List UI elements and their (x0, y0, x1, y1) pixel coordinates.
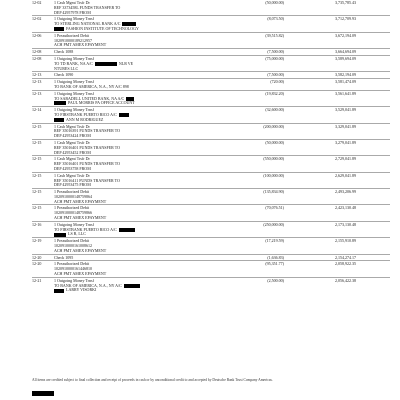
running-balance: 3,581,474.09 (335, 79, 356, 85)
redaction-block (54, 27, 64, 31)
transaction-description (54, 256, 226, 261)
description-line (54, 50, 226, 55)
running-balance: 2,154,274.17 (335, 254, 356, 260)
transaction-amount: (100,000.00) (263, 172, 284, 178)
transaction-row (32, 123, 390, 139)
description-text: ACH PMT AMEX EPAYMENT (54, 199, 107, 204)
description-text: PAUL MORRIS PA OFFICE ACCOUNT (68, 101, 135, 106)
running-balance: 3,529,041.89 (335, 107, 356, 113)
running-balance: 2,493,206.99 (335, 189, 356, 195)
transaction-row (32, 221, 390, 237)
running-balance: 3,329,041.89 (335, 123, 356, 129)
running-balance: 3,561,641.89 (335, 90, 356, 96)
transaction-date: 12-15 (32, 156, 42, 162)
description-text: 1020910000148759866 (54, 211, 92, 216)
transaction-description (54, 34, 226, 48)
description-line (54, 85, 226, 90)
transaction-row (32, 32, 390, 48)
description-text: LS B, LLC (68, 232, 86, 237)
description-line (54, 167, 226, 172)
transaction-amount: (7,500.00) (267, 49, 284, 55)
transaction-description (54, 190, 226, 204)
description-text: 1 Cash Mgmt Trsfr Dr (54, 124, 90, 129)
transaction-amount: (200,000.00) (263, 123, 284, 129)
running-balance: 2,729,041.89 (335, 156, 356, 162)
description-text: REF 3373458L FUNDS TRANSFER TO (54, 5, 121, 10)
description-text: ACH PMT AMEX EPAYMENT (54, 216, 107, 221)
transaction-description (54, 80, 226, 90)
description-line (54, 73, 226, 78)
transaction-amount: (50,000.00) (265, 0, 284, 5)
transaction-row (32, 15, 390, 31)
transaction-row (32, 204, 390, 220)
redaction-block (119, 113, 129, 117)
redaction-block (32, 391, 54, 396)
transaction-description (54, 174, 226, 188)
description-text: NTURES LLC (54, 66, 79, 71)
running-balance: 2,423,130.48 (335, 205, 356, 211)
description-text: LARRY VISORKI (66, 288, 97, 293)
running-balance: 2,058,922.35 (335, 261, 356, 267)
transaction-date: 12-15 (32, 123, 42, 129)
transaction-date: 12-15 (32, 139, 42, 145)
description-text: DEP 42953452 FROM (54, 150, 91, 155)
transaction-amount: (50,000.00) (265, 139, 284, 145)
transaction-row (32, 139, 390, 155)
description-text: 1 Cash Mgmt Trsfr Dr (54, 140, 90, 145)
redaction-block (122, 22, 136, 26)
description-text: 1020910000161446810 (54, 267, 92, 272)
transaction-date: 12-06 (32, 32, 42, 38)
transaction-row (32, 277, 390, 293)
running-balance: 3,664,694.09 (335, 49, 356, 55)
description-text: 1 Outgoing Money Trnsf (54, 56, 94, 61)
description-line (54, 27, 226, 32)
description-text: 1020910000161008612 (54, 244, 92, 249)
description-text: 1020910000189212957 (54, 38, 92, 43)
transaction-row (32, 172, 390, 188)
transaction-amount: (17,219.59) (265, 238, 284, 244)
transaction-amount: (32,600.00) (265, 107, 284, 113)
transaction-row (32, 254, 390, 261)
description-line (54, 101, 226, 106)
transaction-description (54, 92, 226, 106)
description-line (54, 288, 226, 293)
transaction-row (32, 71, 390, 78)
running-balance: 2,056,422.38 (335, 277, 356, 283)
description-text: ACH PMT AMEX EPAYMENT (54, 248, 107, 253)
description-line (54, 11, 226, 16)
transaction-amount: (70,076.51) (265, 205, 284, 211)
description-text: DEP 42953475 FROM (54, 183, 91, 188)
transaction-date: 12-21 (32, 277, 42, 283)
description-text: 1 Cash Mgmt Trsfr Dr (54, 1, 90, 5)
description-text: NLR VE (118, 61, 134, 66)
description-line (54, 216, 226, 221)
transaction-amount: (550,000.00) (263, 156, 284, 162)
transaction-amount: (250,000.00) (263, 221, 284, 227)
transaction-date: 12-13 (32, 90, 42, 96)
transaction-row (32, 106, 390, 122)
transaction-row (32, 260, 390, 276)
running-balance: 3,279,041.89 (335, 139, 356, 145)
description-text: 1 Outgoing Money Trnsf (54, 108, 94, 113)
transaction-row (32, 48, 390, 55)
transaction-date: 12-13 (32, 79, 42, 85)
description-text: 1 Outgoing Money Trnsf (54, 278, 94, 283)
redaction-block (126, 97, 134, 101)
description-text: 1 Preauthorized Debit (54, 190, 90, 195)
transaction-ledger (32, 0, 390, 293)
transaction-row (32, 188, 390, 204)
transaction-date: 12-15 (32, 172, 42, 178)
description-text: REF 35016401 FUNDS TRANSFER TO (54, 145, 121, 150)
description-line (54, 200, 226, 205)
description-line (54, 256, 226, 261)
description-text: 1 Cash Mgmt Trsfr Dr (54, 173, 90, 178)
description-text: ACH PMT AMEX EPAYMENT (54, 272, 107, 277)
transaction-row (32, 237, 390, 253)
transaction-date: 12-02 (32, 16, 42, 22)
running-balance: 2,155,910.89 (335, 238, 356, 244)
description-text: Check 1095 (54, 255, 74, 260)
description-line (54, 67, 226, 72)
transaction-description (54, 108, 226, 122)
description-text: 1 Outgoing Money Trnsf (54, 91, 94, 96)
description-text: 1020910000148759864 (54, 194, 92, 199)
description-line (54, 134, 226, 139)
description-text: DEP 42957978 FROM (54, 10, 91, 15)
running-balance: 3,582,194.09 (335, 72, 356, 78)
description-text: REF 35016391 FUNDS TRANSFER TO (54, 129, 121, 134)
transaction-date: 12-19 (32, 238, 42, 244)
description-text: TO FIRSTBANK PUERTO RICO A/C (54, 112, 117, 117)
transaction-description (54, 279, 226, 293)
description-text: DEP 42953758 FROM (54, 166, 91, 171)
transaction-date: 12-15 (32, 189, 42, 195)
description-text: TO BANK OF AMERICA, N.A., NY A/C 898 (54, 84, 129, 89)
description-text: 1 Preauthorized Debit (54, 33, 90, 38)
running-balance: 2,629,041.89 (335, 172, 356, 178)
description-text: 1 Cash Mgmt Trsfr Dr (54, 157, 90, 162)
redaction-block (119, 228, 135, 232)
transaction-date: 12-14 (32, 107, 42, 113)
transaction-amount: (720.00) (270, 79, 284, 85)
transaction-description (54, 125, 226, 139)
transaction-amount: (1,636.83) (267, 254, 284, 260)
description-text: Check 1090 (54, 73, 74, 78)
transaction-amount: (95,351.77) (265, 261, 284, 267)
transaction-amount: (7,500.00) (267, 72, 284, 78)
description-text: 1 Outgoing Money Trnsf (54, 222, 94, 227)
transaction-description (54, 57, 226, 71)
description-text: 1 Preauthorized Debit (54, 239, 90, 244)
transaction-date: 12-16 (32, 221, 42, 227)
transaction-date: 12-08 (32, 49, 42, 55)
running-balance: 3,672,194.09 (335, 32, 356, 38)
transaction-description (54, 141, 226, 155)
description-text: 1 Preauthorized Debit (54, 206, 90, 211)
description-text: 1 Outgoing Money Trnsf (54, 17, 94, 22)
transaction-date: 12-08 (32, 55, 42, 61)
redaction-block (124, 284, 140, 288)
running-balance: 3,589,694.09 (335, 55, 356, 61)
transaction-row (32, 55, 390, 71)
transaction-description (54, 262, 226, 276)
transaction-description (54, 157, 226, 171)
running-balance: 3,712,709.93 (335, 16, 356, 22)
description-line (54, 43, 226, 48)
description-text: FASHION INSTITUTE OF TECHNOLOGY (66, 26, 139, 31)
description-text: REF 35016401 FUNDS TRANSFER TO (54, 162, 121, 167)
redaction-block (54, 101, 66, 105)
transaction-amount: (135,834.90) (263, 189, 284, 195)
transaction-row (32, 78, 390, 90)
description-line (54, 249, 226, 254)
transaction-date: 12-15 (32, 205, 42, 211)
transaction-row (32, 155, 390, 171)
running-balance: 2,173,130.48 (335, 221, 356, 227)
transaction-description (54, 73, 226, 78)
transaction-date: 12-20 (32, 254, 42, 260)
description-text: DEP 42953424 FROM (54, 134, 91, 139)
transaction-row (32, 90, 390, 106)
transaction-amount: (8,073.50) (267, 16, 284, 22)
redaction-block (54, 118, 64, 122)
redaction-block (95, 62, 117, 66)
description-text: TO SABADELL UNITED BANK, NA A/C (54, 96, 125, 101)
description-text: REF 35016411 FUNDS TRANSFER TO (54, 178, 120, 183)
transaction-description (54, 223, 226, 237)
description-text: Check 1088 (54, 50, 74, 55)
transaction-date: 12-20 (32, 261, 42, 267)
statement-footer-note: All items are credited subject to final collection and receipt of proceeds in cash or by unconditional credit to and accepted by Deutsche Bank Trust Company Americas. (32, 378, 273, 382)
transaction-amount: (39,515.82) (265, 32, 284, 38)
description-line (54, 232, 226, 237)
description-text: ANN M RODRIGUEZ (66, 117, 104, 122)
transaction-date: 12-02 (32, 0, 42, 5)
description-text: 1 Outgoing Money Trnsf (54, 80, 94, 85)
transaction-date: 12-13 (32, 72, 42, 78)
description-line (54, 151, 226, 156)
running-balance: 3,735,785.43 (335, 0, 356, 5)
transaction-description (54, 206, 226, 220)
description-line (54, 183, 226, 188)
description-line (54, 118, 226, 123)
transaction-description (54, 239, 226, 253)
description-text: TO STERLING NATIONAL BANK A/C (54, 22, 121, 27)
transaction-description (54, 1, 226, 15)
transaction-amount: (19,832.20) (265, 90, 284, 96)
redaction-block (54, 289, 64, 293)
transaction-row (32, 0, 390, 15)
transaction-amount: (75,000.00) (265, 55, 284, 61)
transaction-amount: (2,500.00) (267, 277, 284, 283)
description-text: TO TD BANK, NA A/C (54, 61, 93, 66)
description-text: ACH PMT AMEX EPAYMENT (54, 43, 107, 48)
description-text: TO BANK OF AMERICA, N.A., NY A/C (54, 283, 122, 288)
transaction-description (54, 50, 226, 55)
description-line (54, 272, 226, 277)
description-text: 1 Preauthorized Debit (54, 262, 90, 267)
transaction-description (54, 17, 226, 31)
redaction-block (54, 233, 66, 237)
description-text: TO FIRSTBANK PUERTO RICO A/C (54, 227, 117, 232)
